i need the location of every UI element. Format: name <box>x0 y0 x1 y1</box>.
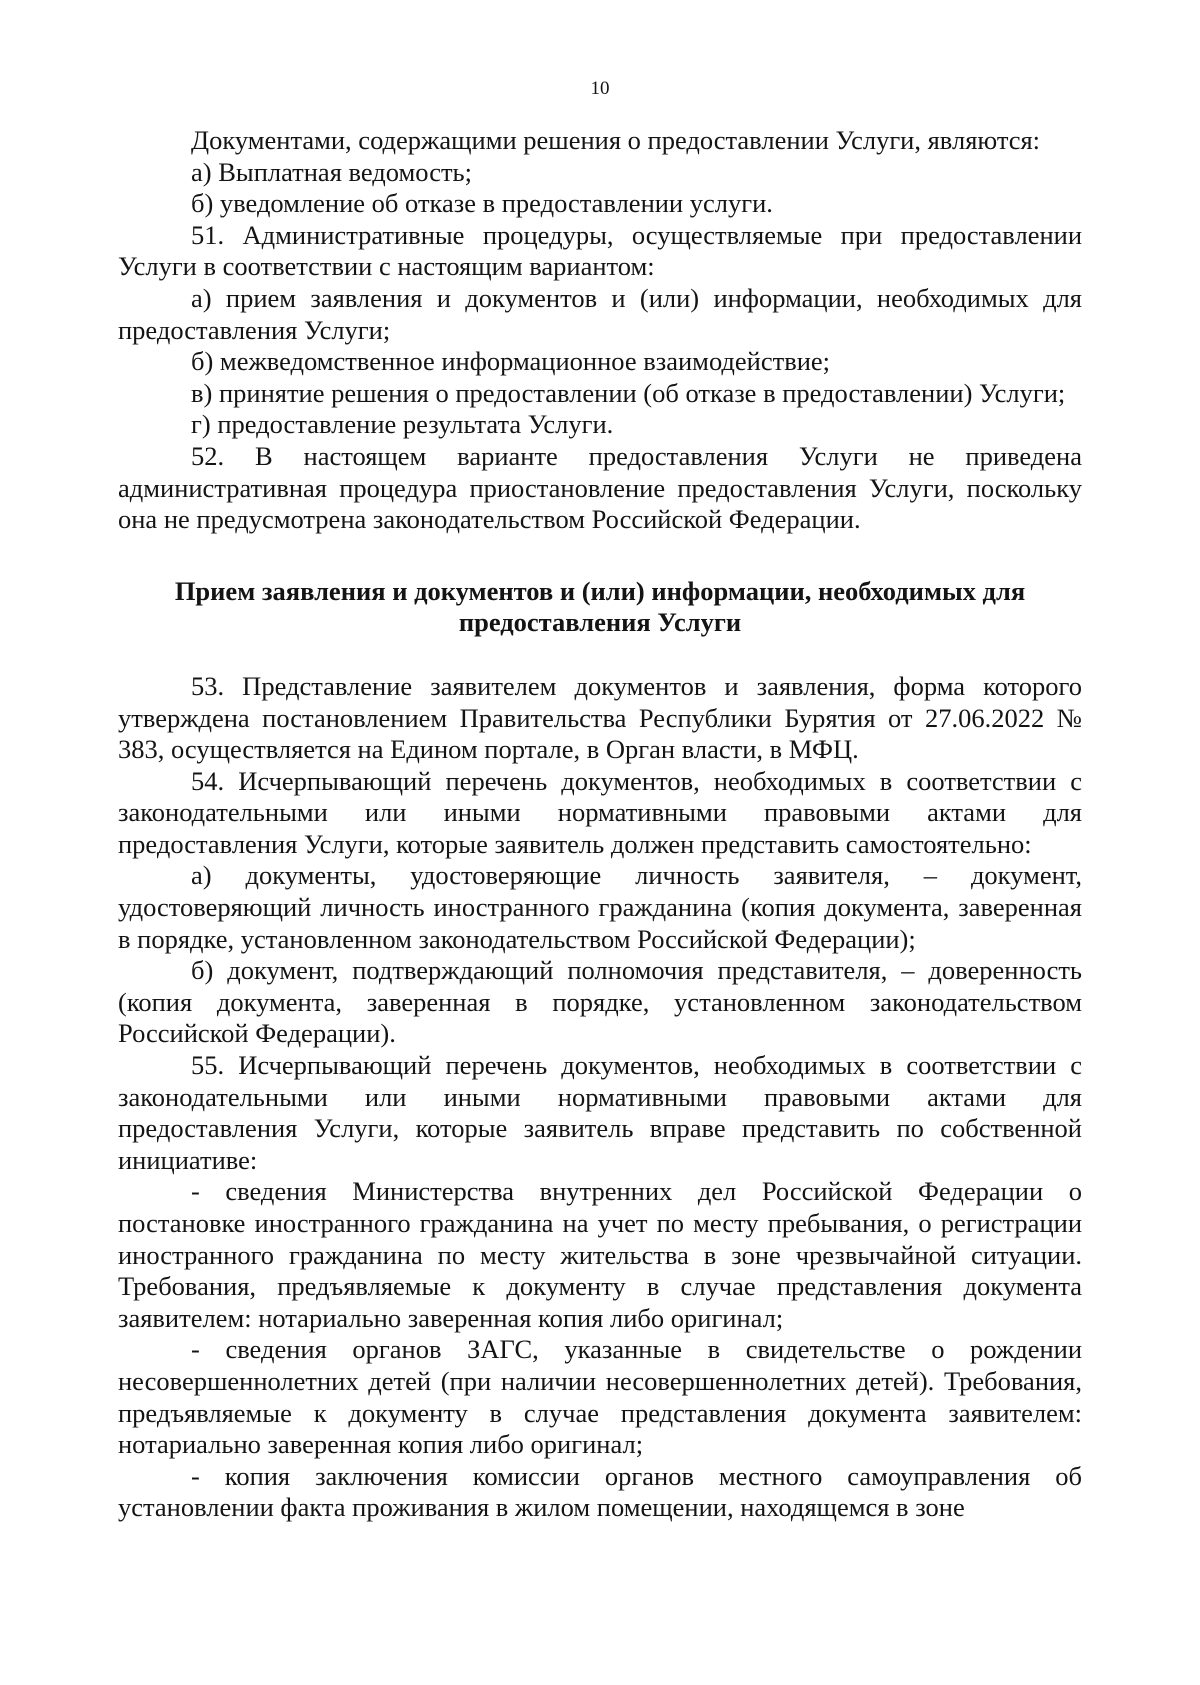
list-item-55-mvd: - сведения Министерства внутренних дел Российской Федерации о постановке иностранного гражданина на учет по месту пребывания, о регистрации иностранного гражданина по месту жительства в зоне чрезвычайной ситуации. Требования, предъявляемые к документу в случае представления документа заявителем: нотариально заверенная копия либо оригинал; <box>118 1176 1082 1333</box>
section-heading: Прием заявления и документов и (или) информации, необходимых для предоставления Услуги <box>174 575 1026 638</box>
paragraph-53: 53. Представление заявителем документов и заявления, форма которого утверждена постановлением Правительства Республики Бурятия от 27.06.2022 № 383, осуществляется на Едином портале, в Орган власти, в МФЦ. <box>118 670 1082 765</box>
list-item-51d: г) предоставление результата Услуги. <box>191 409 614 440</box>
document-body <box>118 125 1082 1524</box>
list-item-51b: б) межведомственное информационное взаимодействие; <box>191 346 831 377</box>
list-item-51c: в) принятие решения о предоставлении (об отказе в предоставлении) Услуги; <box>191 377 1066 408</box>
list-item-54a: а) документы, удостоверяющие личность заявителя, – документ, удостоверяющий личность иностранного гражданина (копия документа, заверенная в порядке, установленном законодательством Российской Федерации); <box>118 860 1082 954</box>
list-item-a: а) Выплатная ведомость; <box>191 156 472 187</box>
list-item-51a: а) прием заявления и документов и (или) информации, необходимых для предоставления Услуги; <box>118 282 1082 345</box>
paragraph-52: 52. В настоящем варианте предоставления Услуги не приведена административная процедура приостановление предоставления Услуги, поскольку она не предусмотрена законодательством Российской Федерации. <box>118 440 1082 535</box>
paragraph-intro: Документами, содержащими решения о предоставлении Услуги, являются: <box>191 125 1041 155</box>
paragraph-55: 55. Исчерпывающий перечень документов, необходимых в соответствии с законодательными или иными нормативными правовыми актами для предоставления Услуги, которые заявитель вправе представить по собственной инициативе: <box>118 1050 1082 1175</box>
page-number: 10 <box>590 78 610 99</box>
list-item-55-zags: - сведения органов ЗАГС, указанные в свидетельстве о рождении несовершеннолетних детей (при наличии несовершеннолетних детей). Требования, предъявляемые к документу в случае представления документа заявителем: нотариально заверенная копия либо оригинал; <box>118 1334 1082 1460</box>
list-item-b: б) уведомление об отказе в предоставлении услуги. <box>191 188 773 219</box>
list-item-54b: б) документ, подтверждающий полномочия представителя, – доверенность (копия документа, заверенная в порядке, установленном законодательством Российской Федерации). <box>118 955 1082 1049</box>
list-item-55-commission: - копия заключения комиссии органов местного самоуправления об установлении факта проживания в жилом помещении, находящемся в зоне <box>118 1460 1082 1523</box>
paragraph-54: 54. Исчерпывающий перечень документов, необходимых в соответствии с законодательными или иными нормативными правовыми актами для предоставления Услуги, которые заявитель должен представить самостоятельно: <box>118 765 1082 859</box>
paragraph-51: 51. Административные процедуры, осуществляемые при предоставлении Услуги в соответствии с настоящим вариантом: <box>118 219 1082 282</box>
